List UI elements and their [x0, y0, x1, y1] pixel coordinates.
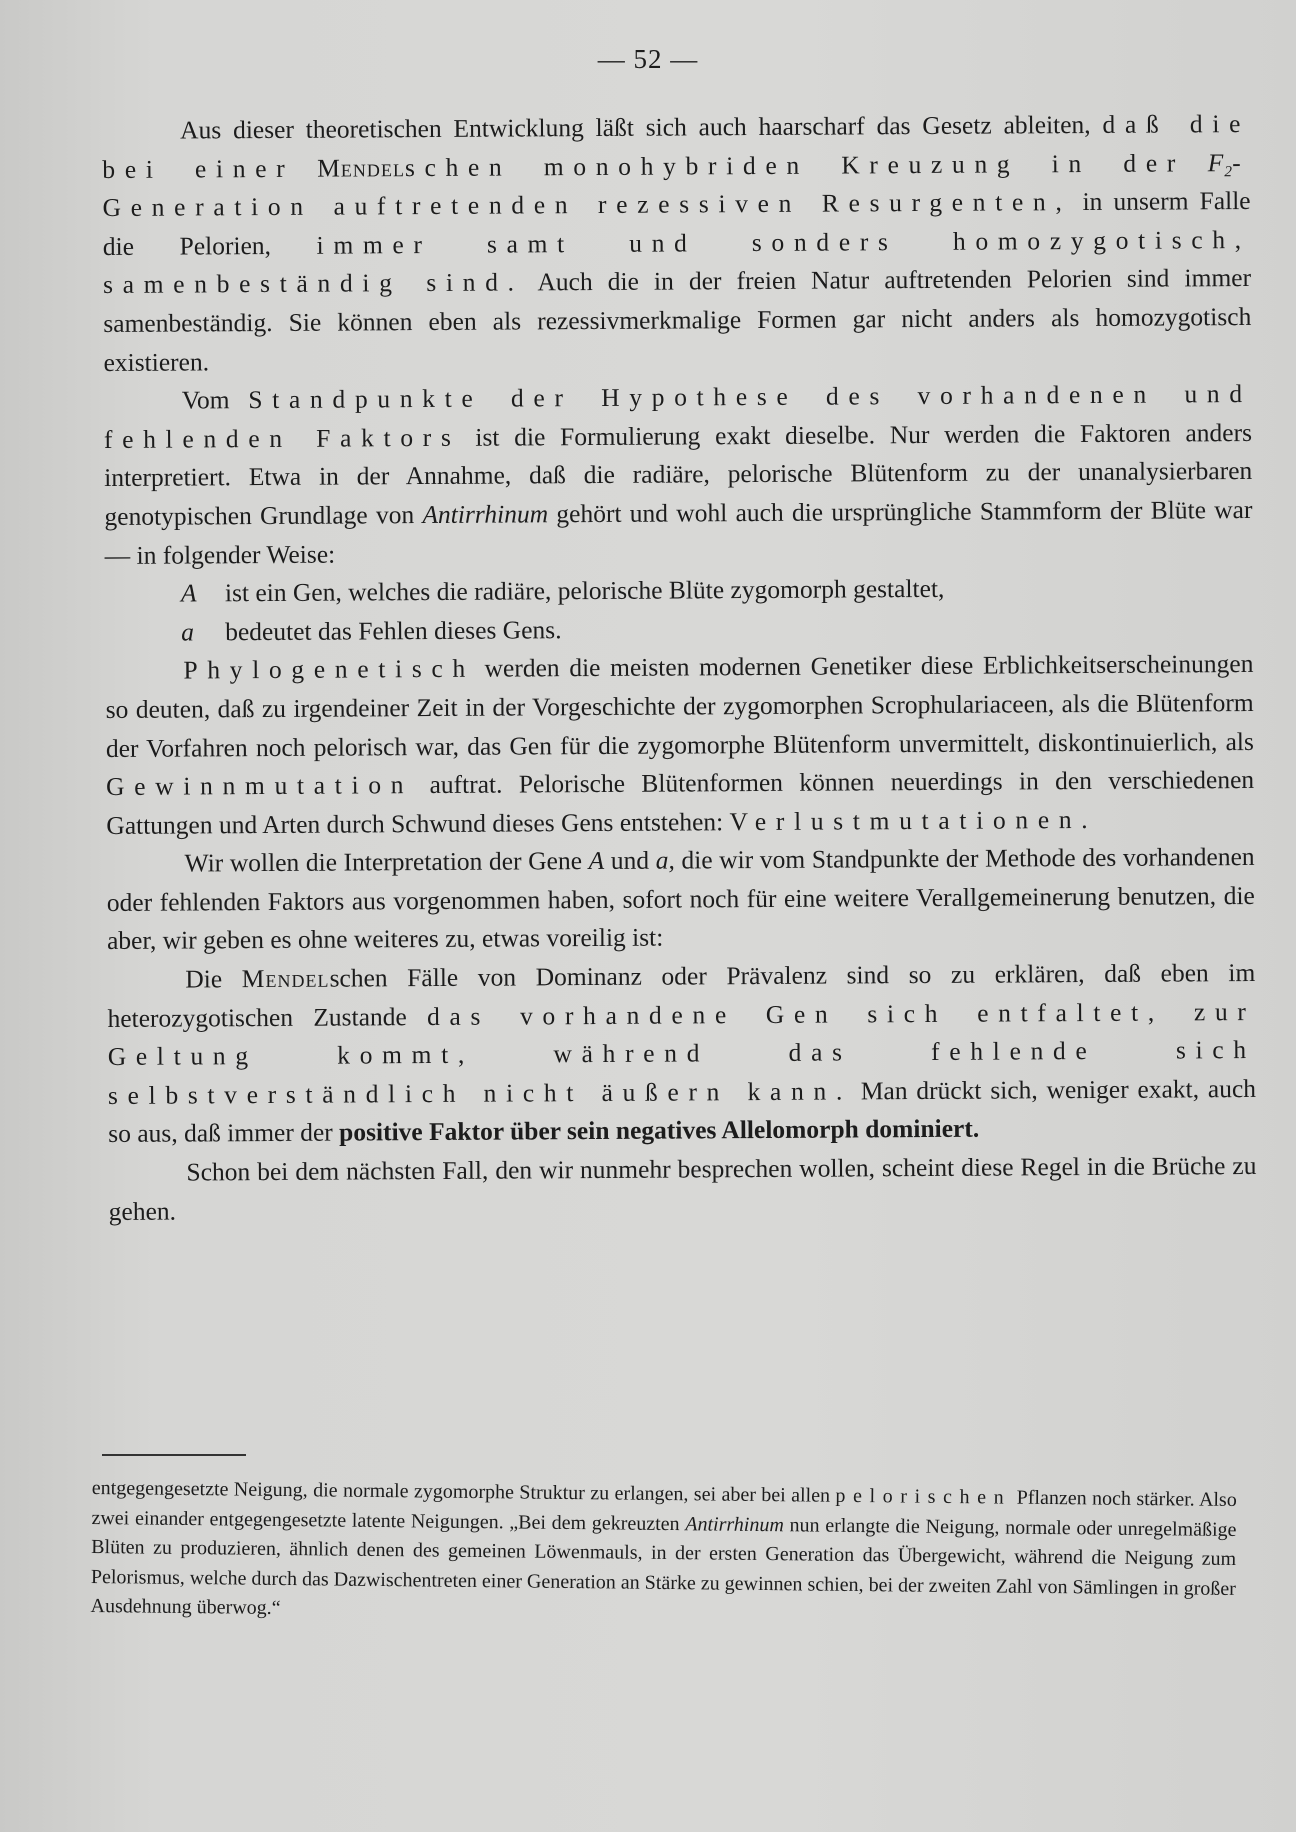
spaced-text: -Generation auftretenden rezessiven Resurgenten,: [102, 147, 1251, 223]
text: entgegengesetzte Neigung, die normale zygomorphe Struktur zu erlangen, sei aber bei allen: [91, 1476, 831, 1507]
paragraph-1: [102, 105, 1252, 382]
spaced-text: Standpunkte der Hypothese des vorhandenen und fehlenden Faktors: [103, 379, 1252, 454]
text: Wir wollen die Interpretation der Gene: [184, 846, 583, 878]
author-name: Mendel: [241, 963, 330, 994]
spaced-text: das vorhandene Gen sich entfaltet, zur Geltung kommt, während das fehlende sich selbstverständlich nicht äußern kann.: [107, 996, 1256, 1110]
footnote-divider: [102, 1454, 246, 1456]
paragraph-5: [107, 954, 1256, 1154]
author-name: Mendel: [317, 152, 406, 183]
paragraph-2: [104, 375, 1253, 575]
text: Die: [185, 964, 223, 994]
text: ist die Formulierung exakt dieselbe. Nur werden die Faktoren anders interpretiert. Etwa in der Annahme, daß die radiäre, pelorische Blütenform zu der unanalysierbaren genotypischen Grundlage von: [104, 417, 1253, 531]
footnote: [90, 1474, 1236, 1633]
text: werden die meisten modernen Genetiker diese Erblichkeitserscheinungen so deuten, daß zu irgendeiner Zeit in der Vorgeschichte der zygomorphen Scrophulariaceen, als die Blütenform der Vorfahren noch pelorisch war, das Gen für die zygomorphe Blütenform unvermittelt, diskontinuierlich, als: [105, 649, 1254, 763]
text: schen Fälle von Dominanz oder Prävalenz sind so zu erklären, daß eben im heterozygotischen Zustande: [107, 958, 1256, 1033]
paragraph-4: [106, 838, 1255, 961]
genus-name: Antirrhinum: [685, 1512, 784, 1536]
text: und: [610, 845, 650, 876]
text: Pflanzen noch stärker. Also zwei einander entgegengesetzte latente Neigungen. „Bei dem gekreuzten: [91, 1486, 1237, 1535]
spaced-text: Verlustmutationen.: [729, 804, 1098, 836]
spaced-text: Phylogenetisch: [183, 654, 475, 685]
main-text: [102, 105, 1257, 1231]
spaced-text: schen monohybriden Kreuzung in der: [404, 147, 1186, 182]
spaced-text: Gewinnmutation: [106, 770, 414, 802]
definition-text: bedeutet das Fehlen dieses Gens.: [225, 614, 562, 646]
definition-text: ist ein Gen, welches die radiäre, pelorische Blüte zygomorph gestaltet,: [224, 573, 945, 608]
text: Auch die in der freien Natur auftretenden Pelorien sind immer samenbeständig. Sie können eben als rezessivmerkmalige Formen gar nicht anders als homozygotisch existieren.: [103, 263, 1252, 377]
text: Vom: [181, 385, 230, 415]
spaced-text: pelorischen: [835, 1484, 1012, 1509]
text: die wir vom Standpunkte der Methode des vorhandenen oder fehlenden Faktors aus vorgenommen haben, sofort noch für eine weitere Verallgemeinerung benutzen, die aber, wir geben es ohne weiteres zu, etwas voreilig ist:: [106, 842, 1255, 956]
footnote-text: [90, 1474, 1236, 1633]
text: gehört und wohl auch die ursprüngliche Stammform der Blüte war — in folgender Weise:: [104, 494, 1253, 570]
text: nun erlangte die Neigung, normale oder unregelmäßige Blüten zu produzieren, ähnlich denen des gemeinen Löwenmauls, in der ersten Generation das Übergewicht, während die Neigung zum Pelorismus, welche durch das Dazwischentreten einer Generation an Stärke zu gewinnen schien, bei der zweiten Zahl von Sämlingen in großer Ausdehnung überwog.“: [90, 1513, 1237, 1619]
text: Aus dieser theoretischen Entwicklung läßt sich auch haarscharf das Gesetz ableiten,: [180, 109, 1091, 145]
gene-symbol: A: [588, 846, 605, 876]
paragraph-3: [105, 645, 1254, 845]
bold-text: positive Faktor über sein negatives Allelomorph dominiert.: [339, 1114, 980, 1148]
formula: F₂: [1207, 147, 1233, 177]
gene-symbol: a: [181, 617, 195, 647]
page-number: — 52 —: [597, 44, 699, 74]
text: auftrat. Pelorische Blütenformen können neuerdings in den verschiedenen Gattungen und Arten durch Schwund dieses Gens entstehen:: [106, 765, 1255, 840]
text: in unserm Falle die Pelorien,: [102, 186, 1251, 261]
genus-name: Antirrhinum: [422, 499, 549, 529]
gene-symbol: A: [180, 578, 197, 608]
gene-symbol: a,: [655, 845, 675, 875]
spaced-text: immer samt und sonders homozygotisch, samenbeständig sind.: [102, 224, 1251, 300]
spaced-text: daß die bei einer: [102, 108, 1251, 184]
paragraph-6: Schon bei dem nächsten Fall, den wir nunmehr besprechen wollen, scheint diese Regel in die Brüche zu gehen.: [108, 1150, 1257, 1226]
text: Man drückt sich, weniger exakt, auch so aus, daß immer der: [108, 1073, 1257, 1149]
